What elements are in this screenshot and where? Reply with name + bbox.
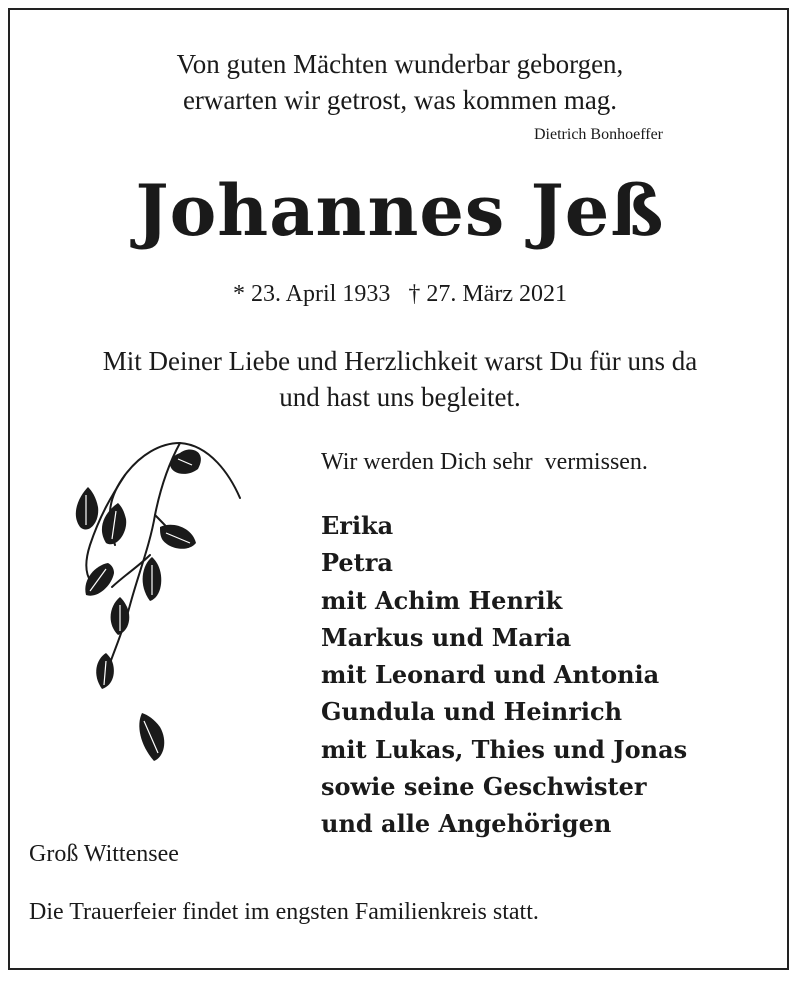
- mourner-entry: Erika: [321, 511, 394, 540]
- mourner-entry: und alle Angehörigen: [321, 809, 612, 839]
- quote-author: Dietrich Bonhoeffer: [534, 126, 663, 143]
- life-dates: [0, 281, 800, 308]
- deceased-name: Johannes Jeß: [135, 169, 665, 252]
- mourner-entry: sowie seine Geschwister: [321, 772, 647, 802]
- miss-text: Wir werden Dich sehr vermissen.: [321, 449, 648, 475]
- mourner-entry: mit Achim Henrik: [321, 585, 563, 615]
- memorial-motto: [0, 343, 800, 415]
- place-name: Groß Wittensee: [29, 841, 179, 867]
- quote-line-1: Von guten Mächten wunderbar geborgen,: [176, 49, 624, 79]
- death-date: † 27. März 2021: [408, 281, 567, 307]
- quote-line-2: erwarten wir getrost, was kommen mag.: [182, 85, 618, 115]
- funeral-note: Die Trauerfeier findet im engsten Familienkreis statt.: [29, 899, 539, 925]
- mourners-list: [321, 507, 687, 843]
- leaf-branch-icon: [60, 435, 250, 775]
- mourner-entry: mit Lukas, Thies und Jonas: [321, 734, 688, 764]
- mourner-entry: mit Leonard und Antonia: [321, 660, 660, 690]
- birth-date: * 23. April 1933: [233, 281, 391, 307]
- motto-line-1: Mit Deiner Liebe und Herzlichkeit warst Du für uns da: [102, 346, 698, 376]
- bonhoeffer-quote: [0, 46, 800, 118]
- mourner-entry: Petra: [321, 548, 393, 578]
- motto-line-2: und hast uns begleitet.: [279, 382, 521, 412]
- mourner-entry: Markus und Maria: [321, 622, 572, 652]
- mourner-entry: Gundula und Heinrich: [321, 697, 623, 727]
